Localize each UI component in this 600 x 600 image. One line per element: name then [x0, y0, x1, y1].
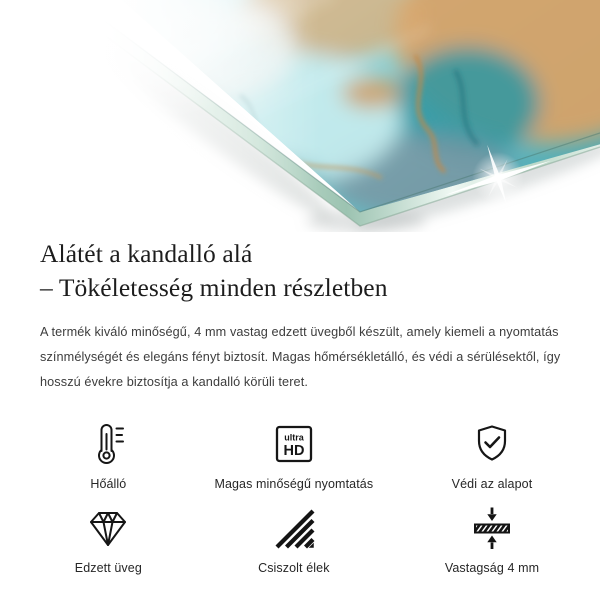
thickness-icon [468, 504, 516, 552]
feature-print-quality [177, 420, 411, 491]
thermometer-icon [84, 420, 132, 468]
description-line: színmélységét és elegáns fényt biztosít. Magas hőmérsékletálló, és védi a sérülésektől, így [40, 349, 561, 364]
feature-heat-resistant [40, 420, 177, 491]
page-title-line1: Alátét a kandalló alá [40, 239, 253, 268]
feature-protects-base [411, 420, 573, 491]
feature-thickness [411, 504, 573, 575]
feature-label: Vastagság 4 mm [444, 561, 540, 576]
ultra-hd-text-top: ultra [284, 432, 304, 443]
page-title-line2: – Tökéletesség minden részletben [40, 272, 388, 302]
feature-label: Edzett üveg [74, 561, 142, 576]
feature-label: Csiszolt élek [258, 561, 330, 576]
polished-edges-icon [270, 504, 318, 552]
product-description [40, 320, 580, 395]
description-line: A termék kiváló minőségű, 4 mm vastag edzett üvegből készült, amely kiemeli a nyomtatás [40, 324, 559, 339]
feature-label: Magas minőségű nyomtatás [214, 477, 374, 492]
ultra-hd-icon [270, 420, 318, 468]
glass-panel-illustration [0, 0, 600, 232]
feature-polished-edges [177, 504, 411, 575]
feature-tempered-glass [40, 504, 177, 575]
feature-row [40, 420, 573, 491]
ultra-hd-text-bottom: HD [283, 443, 305, 460]
product-image [0, 0, 600, 232]
product-details-section [0, 232, 600, 575]
feature-label: Védi az alapot [451, 477, 533, 492]
feature-label: Hőálló [90, 477, 127, 492]
diamond-icon [84, 504, 132, 552]
page-title [40, 237, 580, 305]
description-line: hosszú évekre biztosítja a kandalló körüli teret. [40, 375, 308, 390]
shield-check-icon [468, 420, 516, 468]
feature-row [40, 504, 573, 575]
feature-grid [40, 420, 573, 575]
